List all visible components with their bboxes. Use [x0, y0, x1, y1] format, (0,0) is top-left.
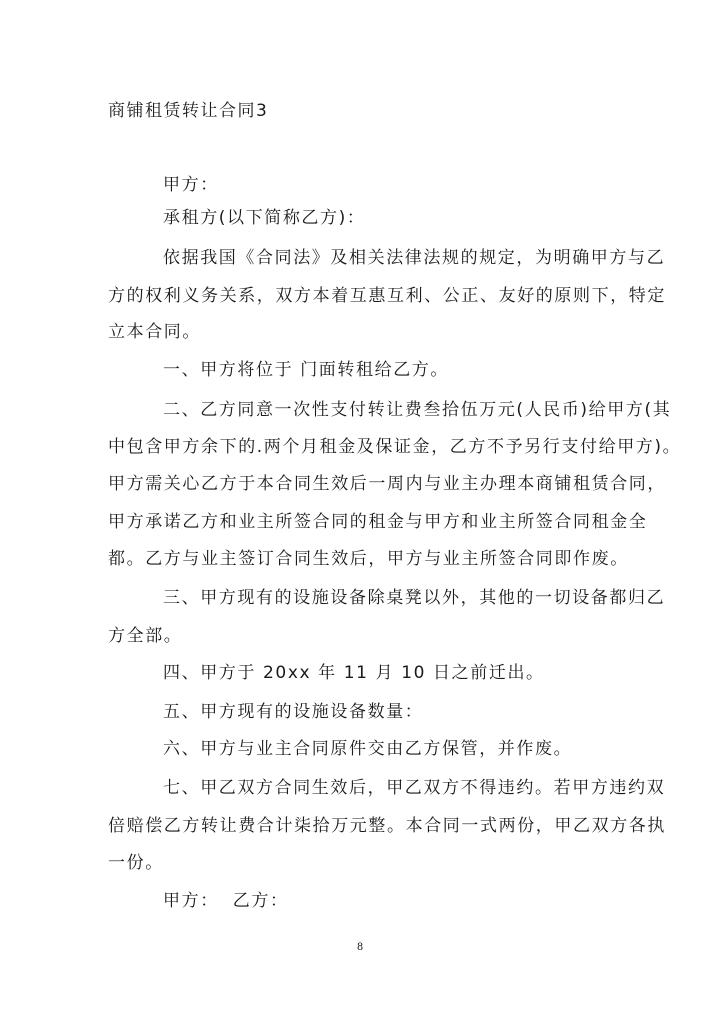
document-title: 商铺租赁转让合同3 [108, 101, 269, 121]
clause-7-line-3: 一份。 [108, 853, 164, 873]
lessee-label: 承租方(以下简称乙方)： [163, 208, 366, 228]
clause-4: 四、甲方于 20xx 年 11 月 10 日之前迁出。 [163, 663, 545, 683]
clause-3-line-2: 方全部。 [108, 626, 183, 646]
signature-line: 甲方： 乙方： [163, 891, 289, 911]
clause-2-line-4: 甲方承诺乙方和业主所签合同的租金与甲方和业主所签合同租金全 [108, 512, 648, 532]
clause-1: 一、甲方将位于 门面转租给乙方。 [163, 360, 450, 380]
party-a-label: 甲方： [163, 175, 219, 195]
clause-6: 六、甲方与业主合同原件交由乙方保管，并作废。 [163, 739, 573, 759]
clause-5: 五、甲方现有的设施设备数量： [163, 702, 424, 722]
clause-7-line-2: 倍赔偿乙方转让费合计柒拾万元整。本合同一式两份，甲乙双方各执 [108, 816, 666, 836]
intro-line-2: 方的权利义务关系，双方本着互惠互利、公正、友好的原则下，特定 [108, 286, 666, 306]
clause-2-line-1: 二、乙方同意一次性支付转让费叁拾伍万元(人民币)给甲方(其 [163, 400, 672, 420]
page-number: 8 [356, 942, 364, 953]
clause-2-line-2: 中包含甲方余下的.两个月租金及保证金，乙方不予另行支付给甲方)。 [108, 437, 682, 457]
clause-3-line-1: 三、甲方现有的设施设备除桌凳以外，其他的一切设备都归乙 [163, 588, 666, 608]
clause-7-line-1: 七、甲乙双方合同生效后，甲乙双方不得违约。若甲方违约双 [163, 778, 666, 798]
clause-2-line-3: 甲方需关心乙方于本合同生效后一周内与业主办理本商铺租赁合同， [108, 474, 666, 494]
clause-2-line-5: 都。乙方与业主签订合同生效后，甲方与业主所签合同即作废。 [108, 549, 629, 569]
intro-line-3: 立本合同。 [108, 322, 201, 342]
intro-line-1: 依据我国《合同法》及相关法律法规的规定，为明确甲方与乙 [163, 248, 666, 268]
